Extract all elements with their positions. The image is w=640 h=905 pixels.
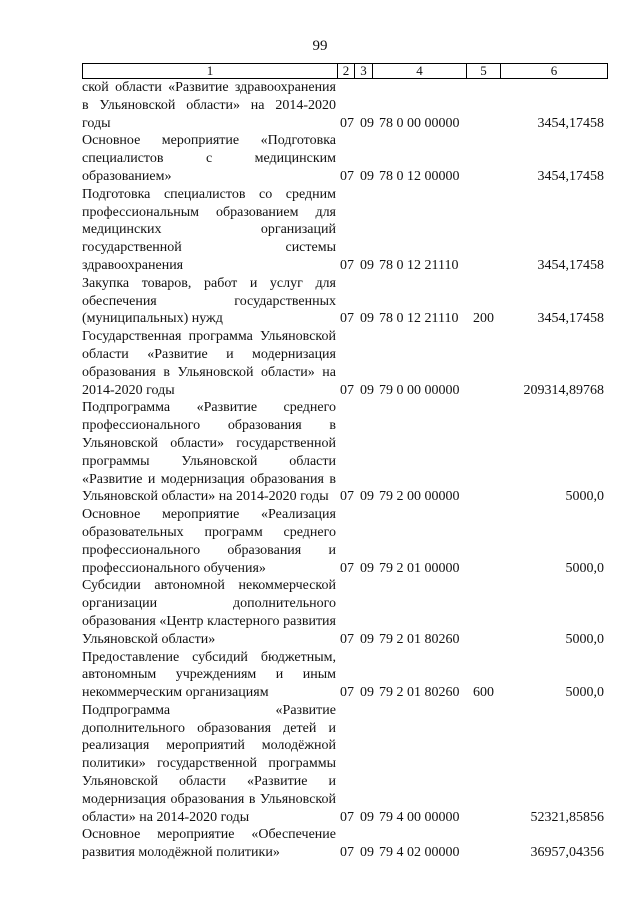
- header-col-5: 5: [467, 64, 501, 78]
- row-target-code: 79 4 00 00000: [379, 809, 460, 825]
- row-section: 07: [340, 560, 354, 576]
- table-row: [82, 826, 608, 862]
- row-name: Закупка товаров, работ и услуг для обеспечения государственных (муниципальных) нужд: [82, 275, 336, 327]
- table-row: [82, 132, 608, 185]
- row-amount: 209314,89768: [523, 382, 604, 398]
- row-target-code: 78 0 00 00000: [379, 115, 460, 131]
- row-name: ской области «Развитие здравоохранения в Ульяновской области» на 2014-2020 годы: [82, 80, 336, 131]
- row-subsection: 09: [360, 168, 374, 184]
- row-subsection: 09: [360, 257, 374, 273]
- row-subsection: 09: [360, 631, 374, 647]
- row-section: 07: [340, 845, 354, 861]
- row-section: 07: [340, 382, 354, 398]
- header-col-1: 1: [83, 64, 338, 78]
- row-amount: 5000,0: [565, 685, 604, 701]
- row-section: 07: [340, 168, 354, 184]
- row-target-code: 79 2 01 00000: [379, 560, 460, 576]
- row-section: 07: [340, 685, 354, 701]
- row-amount: 3454,17458: [537, 311, 604, 327]
- row-name: Подготовка специалистов со средним профессиональным образованием для медицинских организаций государственной системы здравоохранения: [82, 186, 336, 273]
- row-amount: 5000,0: [565, 631, 604, 647]
- row-name: Подпрограмма «Развитие среднего профессионального образования в Ульяновской области» государственной программы Ульяновской области «Развитие и модернизация образования в Ульяновской области» на 2014-2020 годы: [82, 400, 336, 505]
- row-name: Основное мероприятие «Подготовка специалистов с медицинским образованием»: [82, 133, 336, 184]
- row-name: Государственная программа Ульяновской области «Развитие и модернизация образования в Ульяновской области» на 2014-2020 годы: [82, 329, 336, 398]
- row-section: 07: [340, 809, 354, 825]
- table-row: [82, 649, 608, 702]
- row-subsection: 09: [360, 382, 374, 398]
- row-expense-type: 600: [473, 685, 494, 701]
- row-section: 07: [340, 631, 354, 647]
- row-amount: 36957,04356: [530, 845, 604, 861]
- header-col-6: 6: [550, 63, 558, 78]
- row-target-code: 78 0 12 21110: [379, 311, 459, 327]
- table-header: [82, 63, 608, 79]
- table-row: [82, 275, 608, 328]
- row-subsection: 09: [360, 115, 374, 131]
- row-name: Субсидии автономной некоммерческой организации дополнительного образования «Центр кластерного развития Ульяновской области»: [82, 578, 336, 647]
- row-amount: 3454,17458: [537, 168, 604, 184]
- row-amount: 5000,0: [565, 489, 604, 505]
- row-target-code: 79 2 00 00000: [379, 489, 460, 505]
- table-row: [82, 577, 608, 648]
- row-name: Подпрограмма «Развитие дополнительного образования детей и реализация мероприятий молодёжной политики» государственной программы Ульяновской области «Развитие и модернизация образования в Ульяновской области» на 2014-2020 годы: [82, 702, 336, 825]
- row-subsection: 09: [360, 809, 374, 825]
- table-row: [82, 506, 608, 577]
- row-subsection: 09: [360, 489, 374, 505]
- row-target-code: 78 0 12 21110: [379, 257, 459, 273]
- row-expense-type: 200: [473, 311, 494, 327]
- row-target-code: 79 2 01 80260: [379, 685, 460, 701]
- row-subsection: 09: [360, 311, 374, 327]
- row-name: Основное мероприятие «Реализация образовательных программ среднего профессионального образования и профессионального обучения»: [82, 507, 336, 576]
- table-row: [82, 186, 608, 275]
- row-amount: 52321,85856: [530, 809, 604, 825]
- row-amount: 3454,17458: [537, 257, 604, 273]
- header-col-2: 2: [338, 64, 355, 78]
- header-col-3: 3: [355, 64, 373, 78]
- page-number: 99: [312, 38, 328, 54]
- row-section: 07: [340, 489, 354, 505]
- row-subsection: 09: [360, 685, 374, 701]
- table-row: [82, 399, 608, 506]
- row-target-code: 79 2 01 80260: [379, 631, 460, 647]
- table-row: [82, 702, 608, 827]
- table-row: [82, 328, 608, 399]
- header-col-4: 4: [373, 64, 467, 78]
- row-section: 07: [340, 311, 354, 327]
- row-subsection: 09: [360, 560, 374, 576]
- row-target-code: 78 0 12 00000: [379, 168, 460, 184]
- row-section: 07: [340, 257, 354, 273]
- row-section: 07: [340, 115, 354, 131]
- row-name: Основное мероприятие «Обеспечение развития молодёжной политики»: [82, 827, 336, 861]
- row-subsection: 09: [360, 845, 374, 861]
- row-target-code: 79 0 00 00000: [379, 382, 460, 398]
- table-row: [82, 79, 608, 132]
- row-target-code: 79 4 02 00000: [379, 845, 460, 861]
- row-amount: 3454,17458: [537, 115, 604, 131]
- row-amount: 5000,0: [565, 560, 604, 576]
- budget-table: [82, 79, 608, 862]
- row-name: Предоставление субсидий бюджетным, автономным учреждениям и иным некоммерческим организациям: [82, 649, 336, 701]
